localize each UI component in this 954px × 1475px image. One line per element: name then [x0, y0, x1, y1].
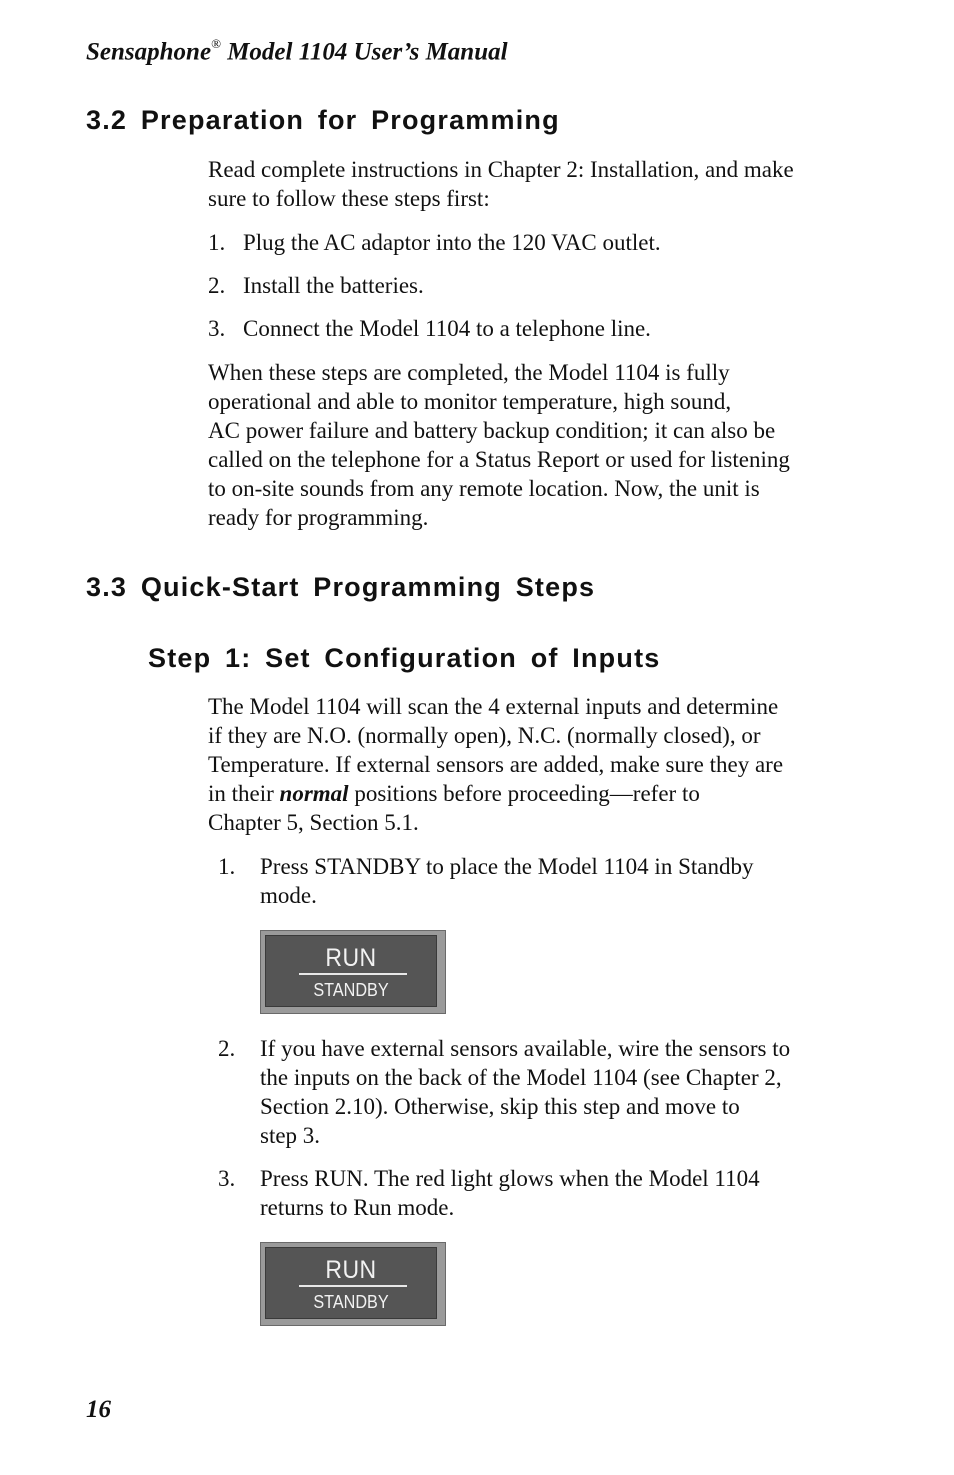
body-line: called on the telephone for a Status Report or used for listening — [208, 447, 790, 472]
text-run: positions before proceeding—refer to — [348, 781, 700, 806]
step-number: 1. — [208, 230, 226, 255]
step-text: Connect the Model 1104 to a telephone line. — [243, 316, 651, 341]
text-line: returns to Run mode. — [260, 1195, 455, 1220]
body-line: if they are N.O. (normally open), N.C. (normally closed), or — [208, 723, 761, 748]
emphasis-normal: normal — [279, 781, 349, 806]
item-number: 3. — [218, 1166, 236, 1191]
item-text — [260, 852, 830, 910]
body-line: AC power failure and battery backup condition; it can also be — [208, 418, 776, 443]
step-text: Plug the AC adaptor into the 120 VAC outlet. — [243, 230, 661, 255]
body-line: to on-site sounds from any remote location. Now, the unit is — [208, 476, 760, 501]
item-text — [260, 1164, 830, 1222]
text-line: If you have external sensors available, wire the sensors to — [260, 1036, 791, 1061]
button-face — [265, 935, 437, 1007]
text-line: step 3. — [260, 1123, 321, 1148]
body-line: The Model 1104 will scan the 4 external inputs and determine — [208, 694, 779, 719]
body-line — [208, 779, 828, 808]
label-divider — [299, 1285, 407, 1287]
step-text: Install the batteries. — [243, 273, 424, 298]
text-line: Section 2.10). Otherwise, skip this step and move to — [260, 1094, 740, 1119]
running-header — [86, 38, 508, 66]
page-number: 16 — [86, 1396, 111, 1423]
button-face — [265, 1247, 437, 1319]
text-line: Press RUN. The red light glows when the Model 1104 — [260, 1166, 760, 1191]
section-3-2-body — [208, 358, 828, 532]
body-line: Chapter 5, Section 5.1. — [208, 810, 419, 835]
manual-title: Model 1104 User’s Manual — [220, 38, 508, 66]
brand-name: Sensaphone — [86, 38, 212, 66]
standby-label: STANDBY — [313, 1292, 389, 1312]
step-number: 2. — [208, 273, 226, 298]
step-1-heading: Step 1: Set Configuration of Inputs — [148, 643, 661, 673]
item-number: 1. — [218, 854, 236, 879]
section-3-2-intro: Read complete instructions in Chapter 2: Installation, and make sure to follow these steps first: — [208, 157, 794, 211]
run-label: RUN — [325, 944, 377, 972]
body-line: operational and able to monitor temperature, high sound, — [208, 389, 732, 414]
text-line: Press STANDBY to place the Model 1104 in Standby — [260, 854, 754, 879]
run-label: RUN — [325, 1256, 377, 1284]
step-1-intro — [208, 692, 828, 837]
section-3-3-heading: 3.3 Quick-Start Programming Steps — [86, 572, 596, 602]
body-line: When these steps are completed, the Model 1104 is fully — [208, 360, 730, 385]
item-text — [260, 1034, 830, 1150]
text-line: mode. — [260, 883, 317, 908]
step-number: 3. — [208, 316, 226, 341]
run-standby-button-image — [260, 1242, 446, 1326]
item-number: 2. — [218, 1036, 236, 1061]
body-line: Temperature. If external sensors are added, make sure they are — [208, 752, 784, 777]
section-3-2-heading: 3.2 Preparation for Programming — [86, 105, 560, 135]
run-standby-button-image — [260, 930, 446, 1014]
text-line: the inputs on the back of the Model 1104 (see Chapter 2, — [260, 1065, 782, 1090]
body-line: ready for programming. — [208, 505, 429, 530]
standby-label: STANDBY — [313, 980, 389, 1000]
registered-mark: ® — [211, 36, 221, 51]
label-divider — [299, 973, 407, 975]
text-run: in their — [208, 781, 280, 806]
